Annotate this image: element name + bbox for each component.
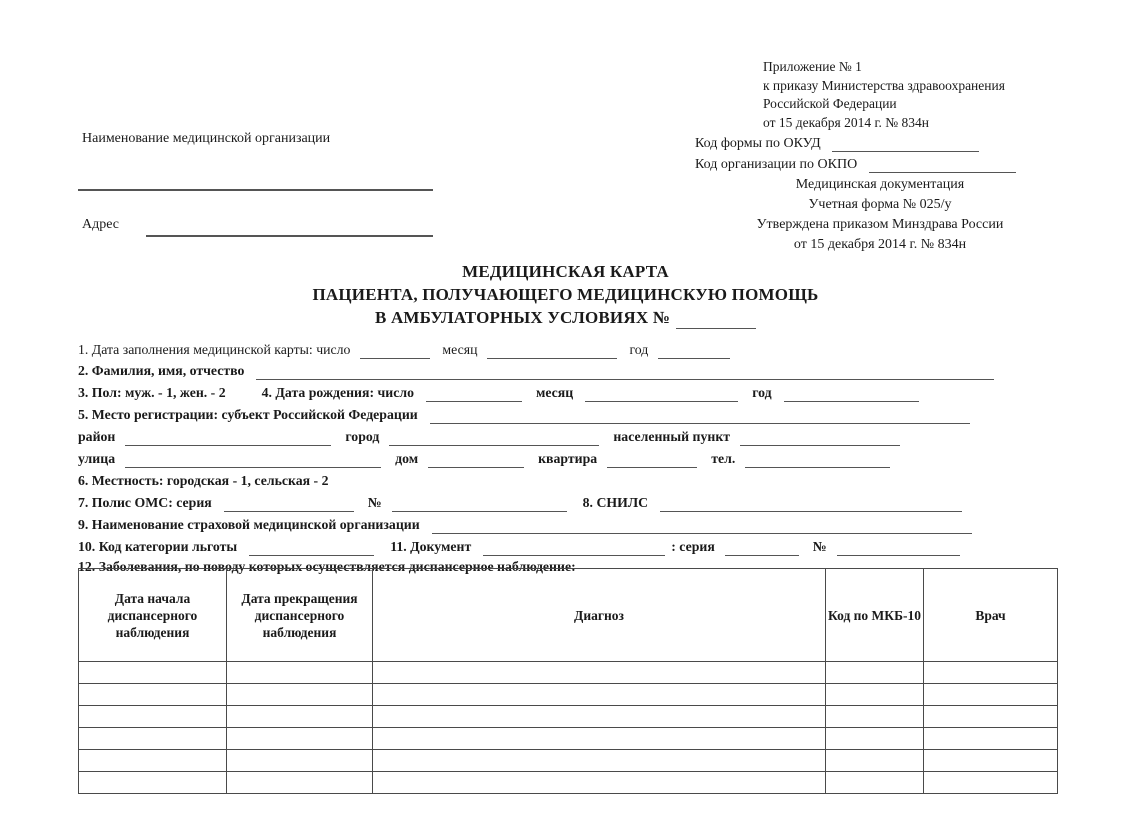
field-5-phone-label: тел. bbox=[711, 451, 736, 466]
table-col-diagnosis: Диагноз bbox=[373, 569, 826, 662]
field-10-input[interactable] bbox=[249, 540, 374, 556]
cell-end-date[interactable] bbox=[227, 772, 373, 794]
cell-start-date[interactable] bbox=[79, 728, 227, 750]
title-line-1: МЕДИЦИНСКАЯ КАРТА bbox=[462, 262, 669, 281]
field-11-number-input[interactable] bbox=[837, 540, 960, 556]
field-2-label: 2. Фамилия, имя, отчество bbox=[78, 363, 245, 378]
table-header bbox=[79, 569, 1058, 662]
okud-code-row bbox=[695, 136, 979, 152]
cell-icd10-code[interactable] bbox=[826, 728, 924, 750]
cell-start-date[interactable] bbox=[79, 750, 227, 772]
okud-label: Код формы по ОКУД bbox=[695, 136, 821, 151]
field-9-input[interactable] bbox=[432, 518, 972, 534]
cell-icd10-code[interactable] bbox=[826, 750, 924, 772]
appendix-line-1: Приложение № 1 bbox=[763, 59, 862, 74]
field-5-street-row bbox=[78, 449, 890, 468]
cell-end-date[interactable] bbox=[227, 706, 373, 728]
field-7-number-input[interactable] bbox=[392, 496, 567, 512]
field-5-label: 5. Место регистрации: субъект Российской Федерации bbox=[78, 407, 418, 422]
field-7-number-label: № bbox=[367, 495, 382, 510]
cell-doctor[interactable] bbox=[924, 684, 1058, 706]
table-header-row bbox=[79, 569, 1058, 662]
cell-diagnosis[interactable] bbox=[373, 684, 826, 706]
organization-name-label: Наименование медицинской организации bbox=[82, 131, 331, 146]
field-5-subject-input[interactable] bbox=[430, 408, 970, 424]
appendix-line-2: к приказу Министерства здравоохранения bbox=[763, 77, 1005, 93]
cell-start-date[interactable] bbox=[79, 662, 227, 684]
title-line-2: ПАЦИЕНТА, ПОЛУЧАЮЩЕГО МЕДИЦИНСКУЮ ПОМОЩЬ bbox=[312, 285, 819, 304]
field-8-label: 8. СНИЛС bbox=[582, 495, 649, 510]
appendix-line-3: Российской Федерации bbox=[763, 96, 897, 111]
field-3-label: 3. Пол: муж. - 1, жен. - 2 bbox=[78, 385, 226, 400]
field-2-full-name bbox=[78, 361, 994, 380]
field-10-11-row bbox=[78, 537, 960, 556]
doc-line-2: Учетная форма № 025/у bbox=[808, 197, 952, 212]
cell-diagnosis[interactable] bbox=[373, 750, 826, 772]
field-11-label: 11. Документ bbox=[390, 539, 472, 554]
field-7-8-row bbox=[78, 493, 962, 512]
table-body bbox=[79, 662, 1058, 794]
field-1-year-label: год bbox=[629, 342, 649, 357]
field-6-label: 6. Местность: городская - 1, сельская - 2 bbox=[78, 473, 329, 488]
field-4-label: 4. Дата рождения: число bbox=[261, 385, 414, 400]
field-1-month-label: месяц bbox=[442, 342, 478, 357]
table-col-start-date: Дата начала диспансерного наблюдения bbox=[79, 569, 227, 662]
field-11-series-input[interactable] bbox=[725, 540, 799, 556]
cell-doctor[interactable] bbox=[924, 728, 1058, 750]
cell-doctor[interactable] bbox=[924, 772, 1058, 794]
appendix-reference bbox=[763, 58, 1005, 132]
table-col-doctor: Врач bbox=[924, 569, 1058, 662]
doc-line-4: от 15 декабря 2014 г. № 834н bbox=[793, 237, 967, 252]
card-number-input-rule[interactable] bbox=[676, 312, 756, 329]
field-5-city-label: город bbox=[345, 429, 380, 444]
appendix-line-4: от 15 декабря 2014 г. № 834н bbox=[763, 114, 930, 130]
field-6-locality bbox=[78, 471, 328, 490]
cell-doctor[interactable] bbox=[924, 706, 1058, 728]
field-1-label: 1. Дата заполнения медицинской карты: число bbox=[78, 342, 351, 357]
field-11-series-label: : серия bbox=[671, 539, 715, 554]
field-11-number-label: № bbox=[812, 539, 827, 554]
organization-name-input-rule[interactable] bbox=[78, 189, 433, 191]
cell-start-date[interactable] bbox=[79, 684, 227, 706]
field-11-document-input[interactable] bbox=[483, 540, 665, 556]
cell-diagnosis[interactable] bbox=[373, 728, 826, 750]
title-line-3 bbox=[0, 306, 1131, 329]
field-5-street-label: улица bbox=[78, 451, 116, 466]
field-8-snils-input[interactable] bbox=[660, 496, 962, 512]
field-2-input[interactable] bbox=[256, 364, 994, 380]
table-row bbox=[79, 706, 1058, 728]
cell-icd10-code[interactable] bbox=[826, 706, 924, 728]
field-3-4-row bbox=[78, 383, 919, 402]
table-col-icd10-code: Код по МКБ-10 bbox=[826, 569, 924, 662]
cell-end-date[interactable] bbox=[227, 662, 373, 684]
field-5-district-input[interactable] bbox=[125, 430, 331, 446]
field-12-label: 12. Заболевания, по поводу которых осуществляется диспансерное наблюдение: bbox=[78, 559, 576, 574]
form-documentation-block bbox=[700, 175, 1060, 255]
cell-diagnosis[interactable] bbox=[373, 662, 826, 684]
cell-diagnosis[interactable] bbox=[373, 772, 826, 794]
cell-icd10-code[interactable] bbox=[826, 772, 924, 794]
field-7-label: 7. Полис ОМС: серия bbox=[78, 495, 212, 510]
field-5-house-label: дом bbox=[395, 451, 419, 466]
table-row bbox=[79, 662, 1058, 684]
okpo-input-rule[interactable] bbox=[869, 158, 1016, 173]
field-9-label: 9. Наименование страховой медицинской организации bbox=[78, 517, 420, 532]
dispensary-observation-table bbox=[78, 568, 1058, 794]
field-4-year-input[interactable] bbox=[784, 386, 919, 402]
cell-end-date[interactable] bbox=[227, 684, 373, 706]
field-10-label: 10. Код категории льготы bbox=[78, 539, 238, 554]
field-4-day-input[interactable] bbox=[426, 386, 522, 402]
okud-input-rule[interactable] bbox=[832, 137, 979, 152]
field-5-subject bbox=[78, 405, 970, 424]
field-5-street-input[interactable] bbox=[125, 452, 381, 468]
field-9-insurance-org bbox=[78, 515, 972, 534]
cell-doctor[interactable] bbox=[924, 750, 1058, 772]
field-5-settlement-input[interactable] bbox=[740, 430, 900, 446]
table-row bbox=[79, 750, 1058, 772]
cell-end-date[interactable] bbox=[227, 728, 373, 750]
okpo-code-row bbox=[695, 157, 1016, 173]
field-5-settlement-label: населенный пункт bbox=[613, 429, 731, 444]
table-row bbox=[79, 772, 1058, 794]
page-title bbox=[0, 260, 1131, 329]
field-5-district-row bbox=[78, 427, 900, 446]
cell-end-date[interactable] bbox=[227, 750, 373, 772]
field-1-day-input[interactable] bbox=[360, 343, 430, 359]
field-5-flat-input[interactable] bbox=[607, 452, 697, 468]
field-4-year-label: год bbox=[752, 385, 772, 400]
field-1-month-input[interactable] bbox=[487, 343, 617, 359]
cell-icd10-code[interactable] bbox=[826, 662, 924, 684]
cell-doctor[interactable] bbox=[924, 662, 1058, 684]
field-5-house-input[interactable] bbox=[428, 452, 524, 468]
table-row bbox=[79, 684, 1058, 706]
cell-icd10-code[interactable] bbox=[826, 684, 924, 706]
field-5-phone-input[interactable] bbox=[745, 452, 890, 468]
field-4-month-label: месяц bbox=[535, 385, 574, 400]
field-1-year-input[interactable] bbox=[658, 343, 730, 359]
address-label: Адрес bbox=[82, 217, 120, 232]
doc-line-1: Медицинская документация bbox=[795, 177, 965, 192]
okpo-label: Код организации по ОКПО bbox=[695, 157, 858, 172]
field-4-month-input[interactable] bbox=[585, 386, 738, 402]
cell-start-date[interactable] bbox=[79, 772, 227, 794]
doc-line-3: Утверждена приказом Минздрава России bbox=[756, 217, 1004, 232]
field-5-city-input[interactable] bbox=[389, 430, 599, 446]
title-line-3-text: В АМБУЛАТОРНЫХ УСЛОВИЯХ № bbox=[374, 308, 671, 327]
cell-start-date[interactable] bbox=[79, 706, 227, 728]
field-5-district-label: район bbox=[78, 429, 116, 444]
cell-diagnosis[interactable] bbox=[373, 706, 826, 728]
field-5-flat-label: квартира bbox=[538, 451, 598, 466]
address-input-rule[interactable] bbox=[146, 235, 433, 237]
field-7-series-input[interactable] bbox=[224, 496, 354, 512]
field-1-fill-date bbox=[78, 340, 730, 359]
table-row bbox=[79, 728, 1058, 750]
table-col-end-date: Дата прекращения диспансерного наблюдения bbox=[227, 569, 373, 662]
